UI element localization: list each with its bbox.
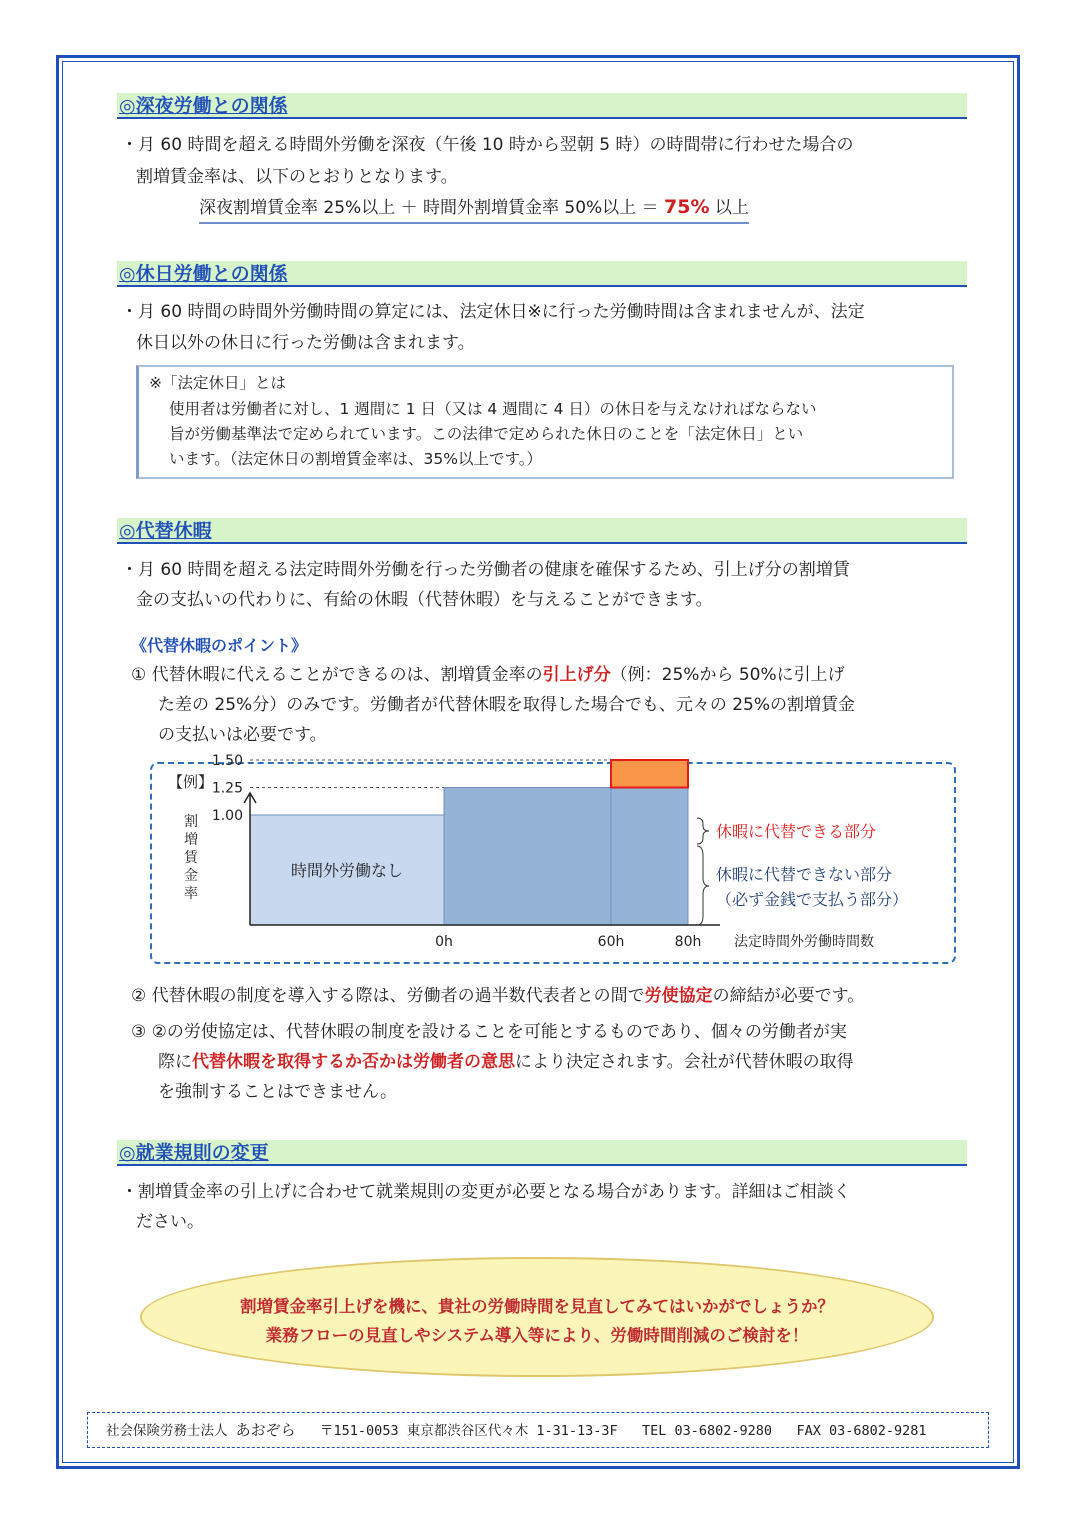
footer-name: あおぞら — [235, 1421, 296, 1439]
emphasis-text: 労使協定 — [644, 986, 713, 1006]
chart-bar — [444, 788, 611, 926]
annotation-substitutable: 休暇に代替できる部分 — [716, 822, 877, 841]
y-axis-label-char: 割 — [184, 814, 198, 830]
paragraph-line: 割増賃金率は、以下のとおりとなります。 — [136, 167, 458, 187]
formula-suffix: 以上 — [709, 198, 749, 218]
y-axis-label-char: 率 — [184, 886, 198, 902]
note-line: います。（法定休日の割増賃金率は、35%以上です。） — [169, 450, 542, 468]
emphasis-text: 代替休暇を取得するか否かは労働者の意思 — [192, 1052, 515, 1072]
annotation-cash-payment: （必ず金銭で支払う部分） — [716, 890, 909, 909]
y-axis-label-char: 金 — [184, 868, 198, 884]
y-tick-label: 1.00 — [211, 808, 243, 824]
text: 際に — [158, 1052, 192, 1072]
paragraph-line: ・割増賃金率の引上げに合わせて就業規則の変更が必要となる場合があります。詳細はご相談く — [121, 1182, 851, 1202]
emphasis-text: 引上げ分 — [542, 665, 611, 685]
section-title: ◎代替休暇 — [119, 520, 212, 542]
paragraph-line: ・月 60 時間を超える時間外労働を深夜（午後 10 時から翌朝 5 時）の時間帯に行わせた場合の — [121, 135, 854, 155]
footer-tel: TEL 03-6802-9280 — [642, 1423, 773, 1439]
y-axis-label-char: 賃 — [184, 850, 198, 866]
footer-address: 〒151-0053 東京都渋谷区代々木 1-31-13-3F — [320, 1423, 618, 1439]
chart-bar — [611, 760, 688, 788]
point-2-line — [131, 981, 864, 1012]
y-tick-label: 1.50 — [211, 753, 243, 769]
paragraph-line: ・月 60 時間の時間外労働時間の算定には、法定休日※に行った労働時間は含まれませんが、法定 — [121, 302, 865, 322]
x-tick-label: 80h — [674, 934, 702, 950]
annotation-non-substitutable: 休暇に代替できない部分 — [716, 865, 893, 884]
brace — [697, 846, 709, 925]
chart-tag: 【例】 — [168, 773, 214, 791]
footer-contact — [87, 1412, 989, 1448]
footer-fax: FAX 03-6802-9281 — [796, 1423, 927, 1439]
point-3-line: を強制することはできません。 — [158, 1082, 398, 1102]
paragraph-line: ださい。 — [136, 1212, 204, 1232]
note-title: ※「法定休日」とは — [149, 374, 286, 392]
text: の締結が必要です。 — [712, 986, 865, 1006]
points-heading: 《代替休暇のポイント》 — [131, 636, 308, 655]
paragraph-line: 休日以外の休日に行った労働は含まれます。 — [136, 333, 475, 353]
formula-text: 深夜割増賃金率 25%以上 ＋ 時間外割増賃金率 50%以上 ＝ — [199, 198, 664, 218]
callout-ellipse — [140, 1257, 934, 1377]
point-1-line: た差の 25%分）のみです。労働者が代替休暇を取得した場合でも、元々の 25%の割増賃金 — [158, 695, 856, 715]
formula-result: 75% — [664, 196, 710, 218]
x-tick-label: 60h — [597, 934, 625, 950]
y-tick-label: 1.25 — [211, 780, 243, 797]
callout-line: 割増賃金率引上げを機に、貴社の労働時間を見直してみてはいかがでしょうか？ — [240, 1297, 834, 1316]
text: ① 代替休暇に代えることができるのは、割増賃金率の — [131, 665, 543, 685]
footer-org: 社会保険労務士法人 — [106, 1423, 228, 1439]
point-3-line: ③ ②の労使協定は、代替休暇の制度を設けることを可能とするものであり、個々の労働者が実 — [131, 1022, 847, 1042]
brace — [697, 818, 709, 844]
callout-line: 業務フローの見直しやシステム導入等により、労働時間削減のご検討を！ — [265, 1326, 809, 1345]
y-axis-label-char: 増 — [184, 832, 198, 848]
paragraph-line: ・月 60 時間を超える法定時間外労働を行った労働者の健康を確保するため、引上げ分の割増賃 — [121, 560, 850, 580]
note-line: 使用者は労働者に対し、1 週間に 1 日（又は 4 週間に 4 日）の休日を与えなければならない — [169, 400, 817, 418]
section-title: ◎深夜労働との関係 — [119, 95, 288, 117]
x-tick-label: 0h — [435, 934, 453, 950]
text: ② 代替休暇の制度を導入する際は、労働者の過半数代表者との間で — [131, 986, 645, 1006]
note-line: 旨が労働基準法で定められています。この法律で定められた休日のことを「法定休日」とい — [169, 425, 804, 443]
chart-bar — [611, 788, 688, 926]
section-title: ◎就業規則の変更 — [119, 1142, 269, 1164]
bar-label: 時間外労働なし — [290, 861, 404, 880]
x-axis-label: 法定時間外労働時間数 — [734, 934, 874, 950]
section-title: ◎休日労働との関係 — [119, 263, 288, 285]
paragraph-line: 金の支払いの代わりに、有給の休暇（代替休暇）を与えることができます。 — [136, 590, 713, 610]
text: （例：25%から 50%に引上げ — [610, 665, 845, 685]
section-heading-work-rules — [117, 1140, 967, 1166]
point-3-line — [158, 1047, 854, 1078]
point-1-line: の支払いは必要です。 — [158, 725, 327, 745]
text: により決定されます。会社が代替休暇の取得 — [515, 1052, 854, 1072]
